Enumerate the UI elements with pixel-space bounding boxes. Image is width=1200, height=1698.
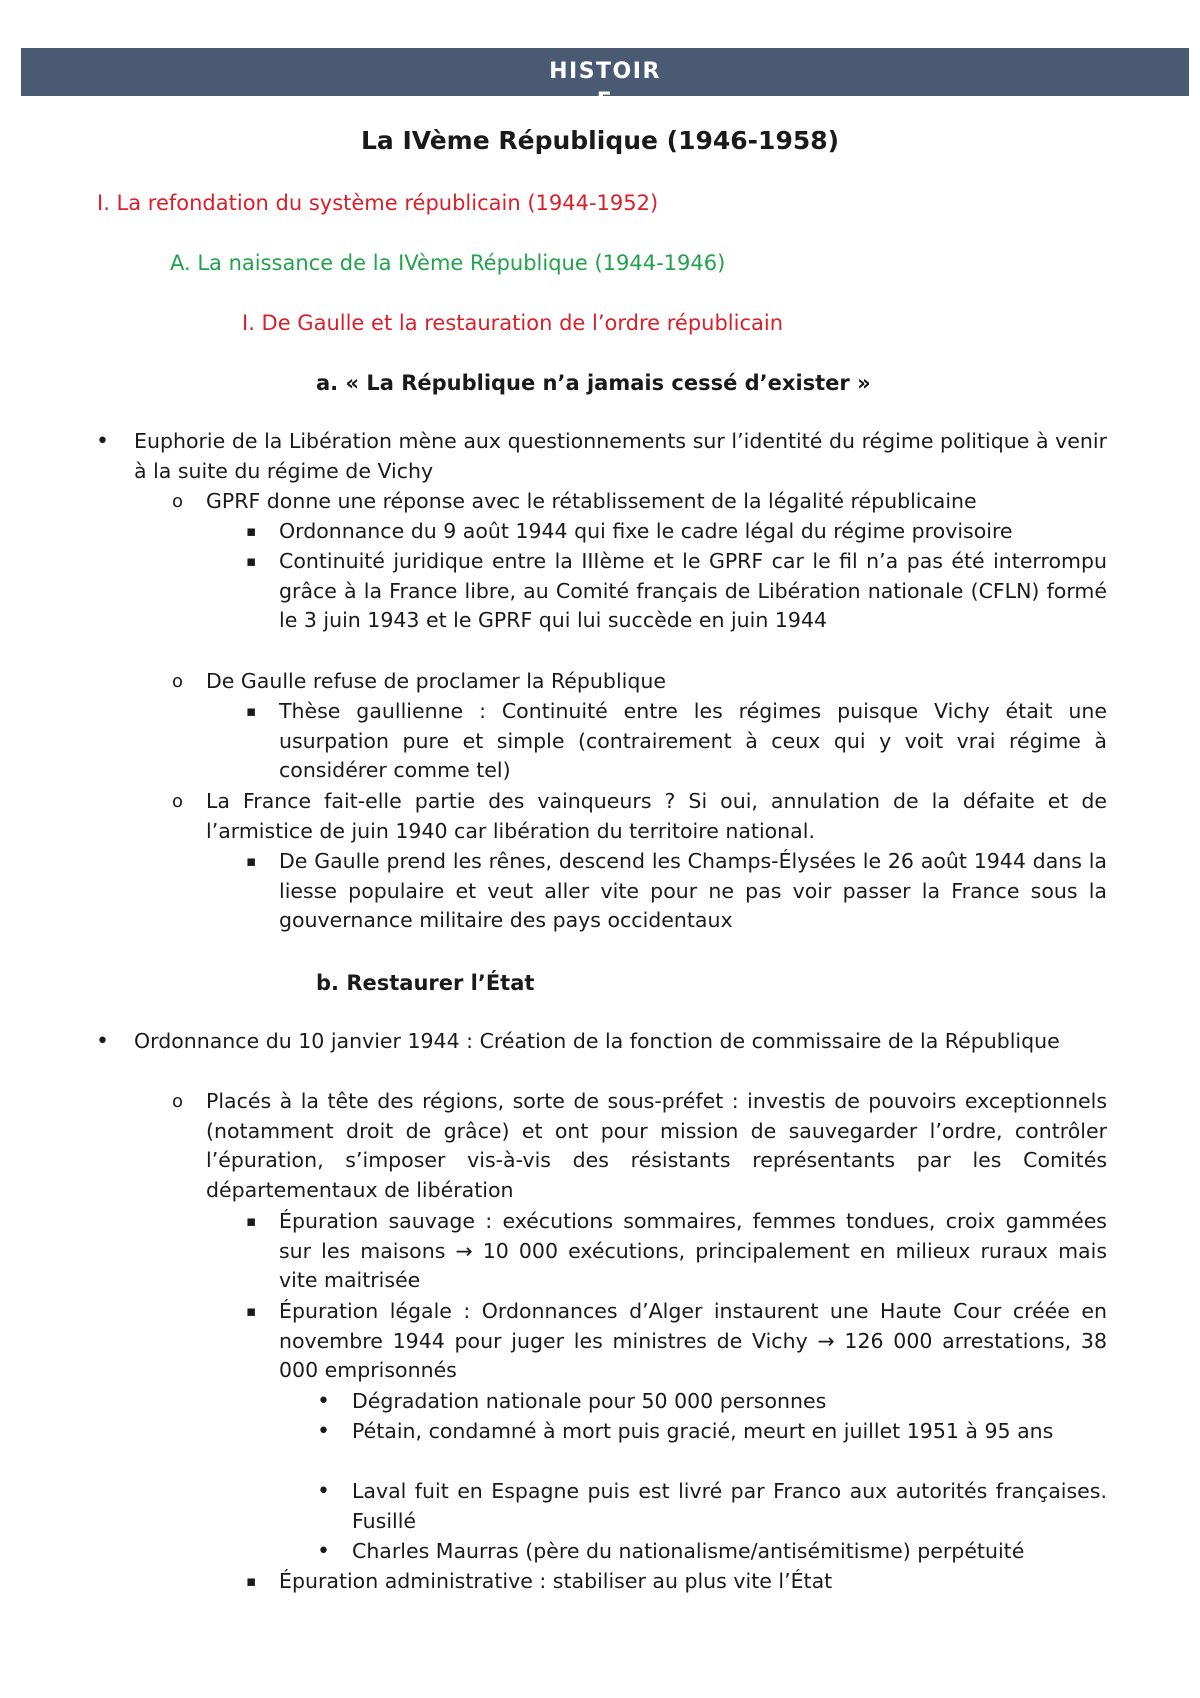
list-item-text: Pétain, condamné à mort puis gracié, meurt en juillet 1951 à 95 ans (352, 1419, 1054, 1443)
list-item-text: De Gaulle prend les rênes, descend les Champs-Élysées le 26 août 1944 dans la liesse populaire et veut aller vite pour ne pas voir passer la France sous la gouvernance militaire des pays occidentaux (279, 849, 1107, 932)
square-marker: ▪ (246, 1302, 257, 1320)
heading-part-i: I. De Gaulle et la restauration de l’ordre républicain (242, 311, 784, 335)
list-item-text: Placés à la tête des régions, sorte de sous-préfet : investis de pouvoirs exceptionnels (notamment droit de grâce) et ont pour mission de sauvegarder l’ordre, contrôler l’épuration, s’imposer vis-à-vis des résistants représentants par les Comités départementaux de libération (206, 1089, 1107, 1202)
list-item-text: La France fait-elle partie des vainqueurs ? Si oui, annulation de la défaite et de l’armistice de juin 1940 car libération du territoire national. (206, 789, 1107, 843)
list-item-text: Épuration administrative : stabiliser au plus vite l’État (279, 1569, 833, 1593)
banner-title-line1: HISTOIR (549, 59, 661, 84)
circle-marker: o (172, 671, 184, 692)
square-marker: ▪ (246, 852, 257, 870)
list-item (246, 847, 1107, 936)
subheading-b: b. Restaurer l’État (316, 971, 535, 995)
bullet-marker: • (317, 1389, 330, 1414)
bullet-marker: • (96, 1029, 109, 1054)
list-item (96, 1027, 1107, 1057)
document-title: La IVème République (1946-1958) (360, 126, 840, 155)
list-item (317, 1387, 1107, 1417)
list-item-text: Dégradation nationale pour 50 000 personnes (352, 1389, 827, 1413)
heading-part-1: I. La refondation du système républicain (1944-1952) (97, 191, 659, 215)
list-item (246, 517, 1107, 547)
list-item (246, 1567, 1107, 1597)
bullet-marker: • (96, 429, 109, 454)
banner-title-line2: E (596, 89, 614, 114)
bullet-marker: • (317, 1419, 330, 1444)
list-item-text: Continuité juridique entre la IIIème et le GPRF car le fil n’a pas été interrompu grâce à la France libre, au Comité français de Libération nationale (CFLN) formé le 3 juin 1943 et le GPRF qui lui succède en juin 1944 (279, 549, 1107, 632)
list-item-text: Épuration sauvage : exécutions sommaires, femmes tondues, croix gammées sur les maisons → 10 000 exécutions, principalement en milieux ruraux mais vite maitrisée (279, 1209, 1107, 1292)
list-item (246, 547, 1107, 636)
heading-part-a: A. La naissance de la IVème République (1944-1946) (170, 251, 726, 275)
list-item-text: Thèse gaullienne : Continuité entre les régimes puisque Vichy était une usurpation pure et simple (contrairement à ceux qui y voit vrai régime à considérer comme tel) (279, 699, 1107, 782)
list-item (246, 1297, 1107, 1386)
square-marker: ▪ (246, 1212, 257, 1230)
list-item (246, 1207, 1107, 1296)
list-item (172, 787, 1107, 846)
list-item (317, 1537, 1107, 1567)
bullet-marker: • (317, 1479, 330, 1504)
square-marker: ▪ (246, 522, 257, 540)
square-marker: ▪ (246, 552, 257, 570)
list-item (317, 1477, 1107, 1536)
circle-marker: o (172, 1091, 184, 1112)
list-item (246, 697, 1107, 786)
list-item-text: Laval fuit en Espagne puis est livré par Franco aux autorités françaises. Fusillé (352, 1479, 1107, 1533)
list-item (172, 1087, 1107, 1205)
list-item-text: Ordonnance du 9 août 1944 qui fixe le cadre légal du régime provisoire (279, 519, 1013, 543)
list-item-text: GPRF donne une réponse avec le rétablissement de la légalité républicaine (206, 489, 977, 513)
banner-title (21, 57, 1189, 114)
square-marker: ▪ (246, 702, 257, 720)
subheading-a: a. « La République n’a jamais cessé d’exister » (316, 371, 871, 395)
subject-banner (21, 48, 1189, 114)
list-item (172, 487, 1107, 517)
square-marker: ▪ (246, 1572, 257, 1590)
circle-marker: o (172, 791, 184, 812)
list-item (172, 667, 1107, 697)
list-item (96, 427, 1107, 486)
bullet-marker: • (317, 1539, 330, 1564)
list-item (317, 1417, 1107, 1447)
list-item-text: De Gaulle refuse de proclamer la République (206, 669, 666, 693)
list-item-text: Épuration légale : Ordonnances d’Alger instaurent une Haute Cour créée en novembre 1944 pour juger les ministres de Vichy → 126 000 arrestations, 38 000 emprisonnés (279, 1299, 1107, 1382)
list-item-text: Charles Maurras (père du nationalisme/antisémitisme) perpétuité (352, 1539, 1025, 1563)
list-item-text: Euphorie de la Libération mène aux questionnements sur l’identité du régime politique à venir à la suite du régime de Vichy (134, 429, 1107, 483)
circle-marker: o (172, 491, 184, 512)
list-item-text: Ordonnance du 10 janvier 1944 : Création de la fonction de commissaire de la République (134, 1029, 1060, 1053)
